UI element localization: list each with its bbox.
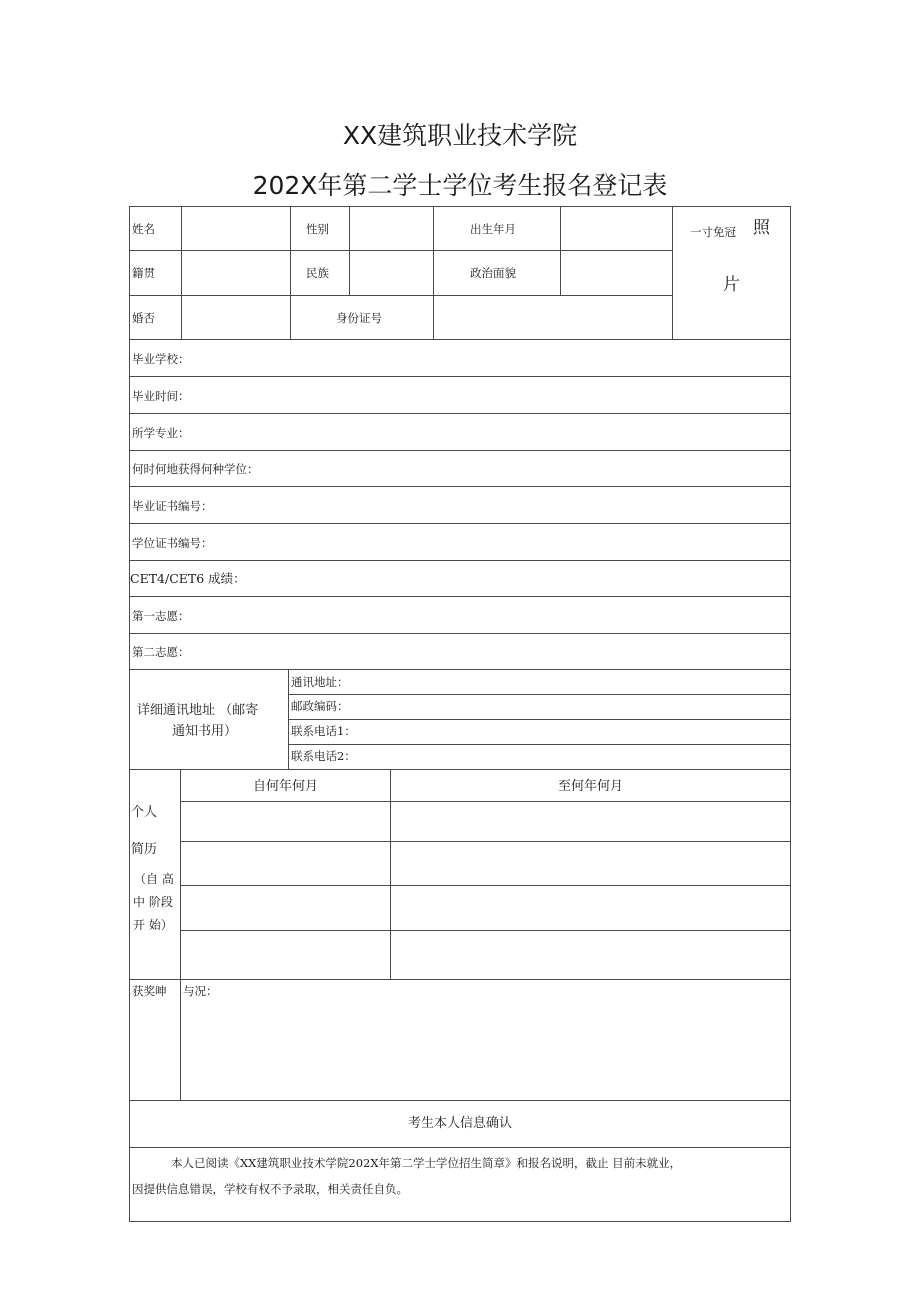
confirm-title: 考生本人信息确认 [407,1116,512,1131]
phone1-label: 联系电话1： [291,724,356,738]
postcode-label: 邮政编码： [291,699,349,713]
address-label-line2: 通知书用） [172,724,238,739]
mail-address-label: 通讯地址： [291,675,349,689]
photo-label-zhao: 照 [753,218,770,238]
degree-obtained-label: 何时何地获得何种学位： [132,462,259,476]
first-choice-label: 第一志愿： [132,609,190,623]
graduation-school-label: 毕业学校： [132,352,190,366]
name-field[interactable] [182,207,290,250]
resume-col-from: 自何年何月 [252,779,318,794]
native-place-label: 籍贯 [132,266,155,280]
ethnic-field[interactable] [350,251,433,295]
major-label: 所学专业： [132,426,190,440]
confirm-text-line2: 因提供信息错误，学校有权不予录取，相关责任自负。 [132,1182,408,1196]
photo-label-pian: 片 [723,275,740,295]
resume-label-5: 开 始） [133,918,173,932]
form-title-main: 202X年第二学士学位考生报名登记表 [252,171,668,200]
second-choice-label: 第二志愿： [132,645,190,659]
graduation-time-label: 毕业时间： [132,389,190,403]
resume-label-3: （自 高 [134,872,174,886]
marital-status-label: 婚否 [132,311,155,325]
cet-score-label: CET4/CET6 成绩： [130,571,246,586]
awards-label-cont: 与况： [183,984,218,998]
id-number-field[interactable] [434,296,672,339]
birth-field[interactable] [561,207,672,250]
gender-label: 性别 [306,222,329,236]
confirm-text-line1: 本人已阅读《XX建筑职业技术学院202X年第二学士学位招生简章》和报名说明，截止 目前未就业， [171,1156,682,1170]
photo-box[interactable] [673,207,790,339]
table-border-right [790,206,791,1222]
phone2-label: 联系电话2： [291,749,356,763]
degree-cert-label: 学位证书编号： [132,536,213,550]
photo-label: 一寸免冠 [690,225,736,239]
resume-label-2: 简历 [131,842,158,857]
political-status-field[interactable] [561,251,672,295]
birth-label: 出生年月 [470,222,516,236]
table-border-bottom [129,1221,791,1222]
native-place-field[interactable] [182,251,290,295]
resume-label-4: 中 阶段 [133,895,173,909]
political-status-label: 政治面貌 [470,266,516,280]
address-label-line1: 详细通讯地址 （邮寄 [137,703,259,718]
name-label: 姓名 [132,222,155,236]
id-number-label: 身份证号 [336,311,382,325]
graduation-cert-label: 毕业证书编号： [132,499,213,513]
awards-field[interactable] [181,1000,790,1100]
table-border-left [129,206,130,1222]
resume-label-1: 个人 [131,805,158,820]
marital-status-field[interactable] [182,296,290,339]
resume-col-to: 至何年何月 [557,779,623,794]
awards-label: 获奖呻 [132,984,167,998]
gender-field[interactable] [350,207,433,250]
ethnic-label: 民族 [306,266,329,280]
form-title-school: XX建筑职业技术学院 [342,121,578,150]
